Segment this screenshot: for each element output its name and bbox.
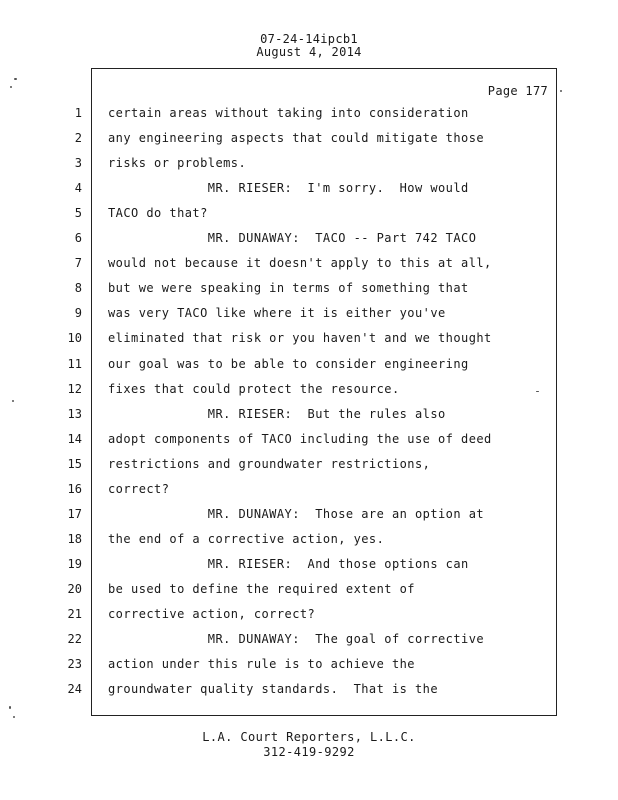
transcript-line: the end of a corrective action, yes. [108, 532, 385, 546]
line-number: 2 [74, 131, 82, 145]
line-number: 19 [67, 557, 82, 571]
transcript-line: but we were speaking in terms of something that [108, 281, 469, 295]
line-number: 11 [67, 357, 82, 371]
line-number: 24 [67, 682, 82, 696]
transcript-date: August 4, 2014 [256, 45, 362, 59]
transcript-line: groundwater quality standards. That is the [108, 682, 439, 696]
line-number: 13 [67, 407, 82, 421]
transcript-line: any engineering aspects that could mitigate those [108, 131, 485, 145]
line-number: 9 [74, 306, 82, 320]
transcript-line: fixes that could protect the resource. [108, 382, 400, 396]
transcript-line: MR. RIESER: But the rules also [108, 407, 446, 421]
line-number: 12 [67, 382, 82, 396]
scan-speck [14, 78, 17, 80]
transcript-line: eliminated that risk or you haven't and we thought [108, 331, 492, 345]
line-number: 1 [74, 106, 82, 120]
transcript-filename: 07-24-14ipcb1 [260, 32, 358, 46]
line-number: 3 [74, 156, 82, 170]
line-number: 7 [74, 256, 82, 270]
line-number: 6 [74, 231, 82, 245]
transcript-line: MR. DUNAWAY: Those are an option at [108, 507, 485, 521]
transcript-line: TACO do that? [108, 206, 208, 220]
transcript-line: MR. DUNAWAY: TACO -- Part 742 TACO [108, 231, 477, 245]
transcript-line: corrective action, correct? [108, 607, 316, 621]
transcript-line: adopt components of TACO including the use of deed [108, 432, 492, 446]
line-number: 23 [67, 657, 82, 671]
transcript-line: certain areas without taking into consideration [108, 106, 469, 120]
transcript-line: be used to define the required extent of [108, 582, 415, 596]
line-number: 17 [67, 507, 82, 521]
transcript-line: MR. RIESER: I'm sorry. How would [108, 181, 469, 195]
transcript-line: MR. DUNAWAY: The goal of corrective [108, 632, 485, 646]
transcript-line: correct? [108, 482, 170, 496]
transcript-line: our goal was to be able to consider engineering [108, 357, 469, 371]
line-number: 4 [74, 181, 82, 195]
line-number: 5 [74, 206, 82, 220]
line-number: 16 [67, 482, 82, 496]
line-number: 22 [67, 632, 82, 646]
line-number: 10 [67, 331, 82, 345]
page-number: Page 177 [487, 84, 548, 98]
transcript-line: MR. RIESER: And those options can [108, 557, 469, 571]
line-number: 15 [67, 457, 82, 471]
scan-speck [560, 90, 562, 92]
transcript-line: was very TACO like where it is either you've [108, 306, 446, 320]
scan-speck [12, 400, 14, 402]
reporter-phone: 312-419-9292 [263, 745, 355, 759]
line-number: 14 [67, 432, 82, 446]
line-number: 21 [67, 607, 82, 621]
scan-speck [9, 706, 11, 709]
transcript-line: risks or problems. [108, 156, 247, 170]
transcript-line: would not because it doesn't apply to this at all, [108, 256, 492, 270]
scan-speck [536, 391, 539, 392]
line-number: 18 [67, 532, 82, 546]
transcript-line: action under this rule is to achieve the [108, 657, 415, 671]
line-number: 8 [74, 281, 82, 295]
scan-speck [10, 86, 12, 88]
reporter-company: L.A. Court Reporters, L.L.C. [202, 730, 416, 744]
transcript-line: restrictions and groundwater restrictions, [108, 457, 431, 471]
line-number: 20 [67, 582, 82, 596]
scan-speck [13, 716, 15, 718]
